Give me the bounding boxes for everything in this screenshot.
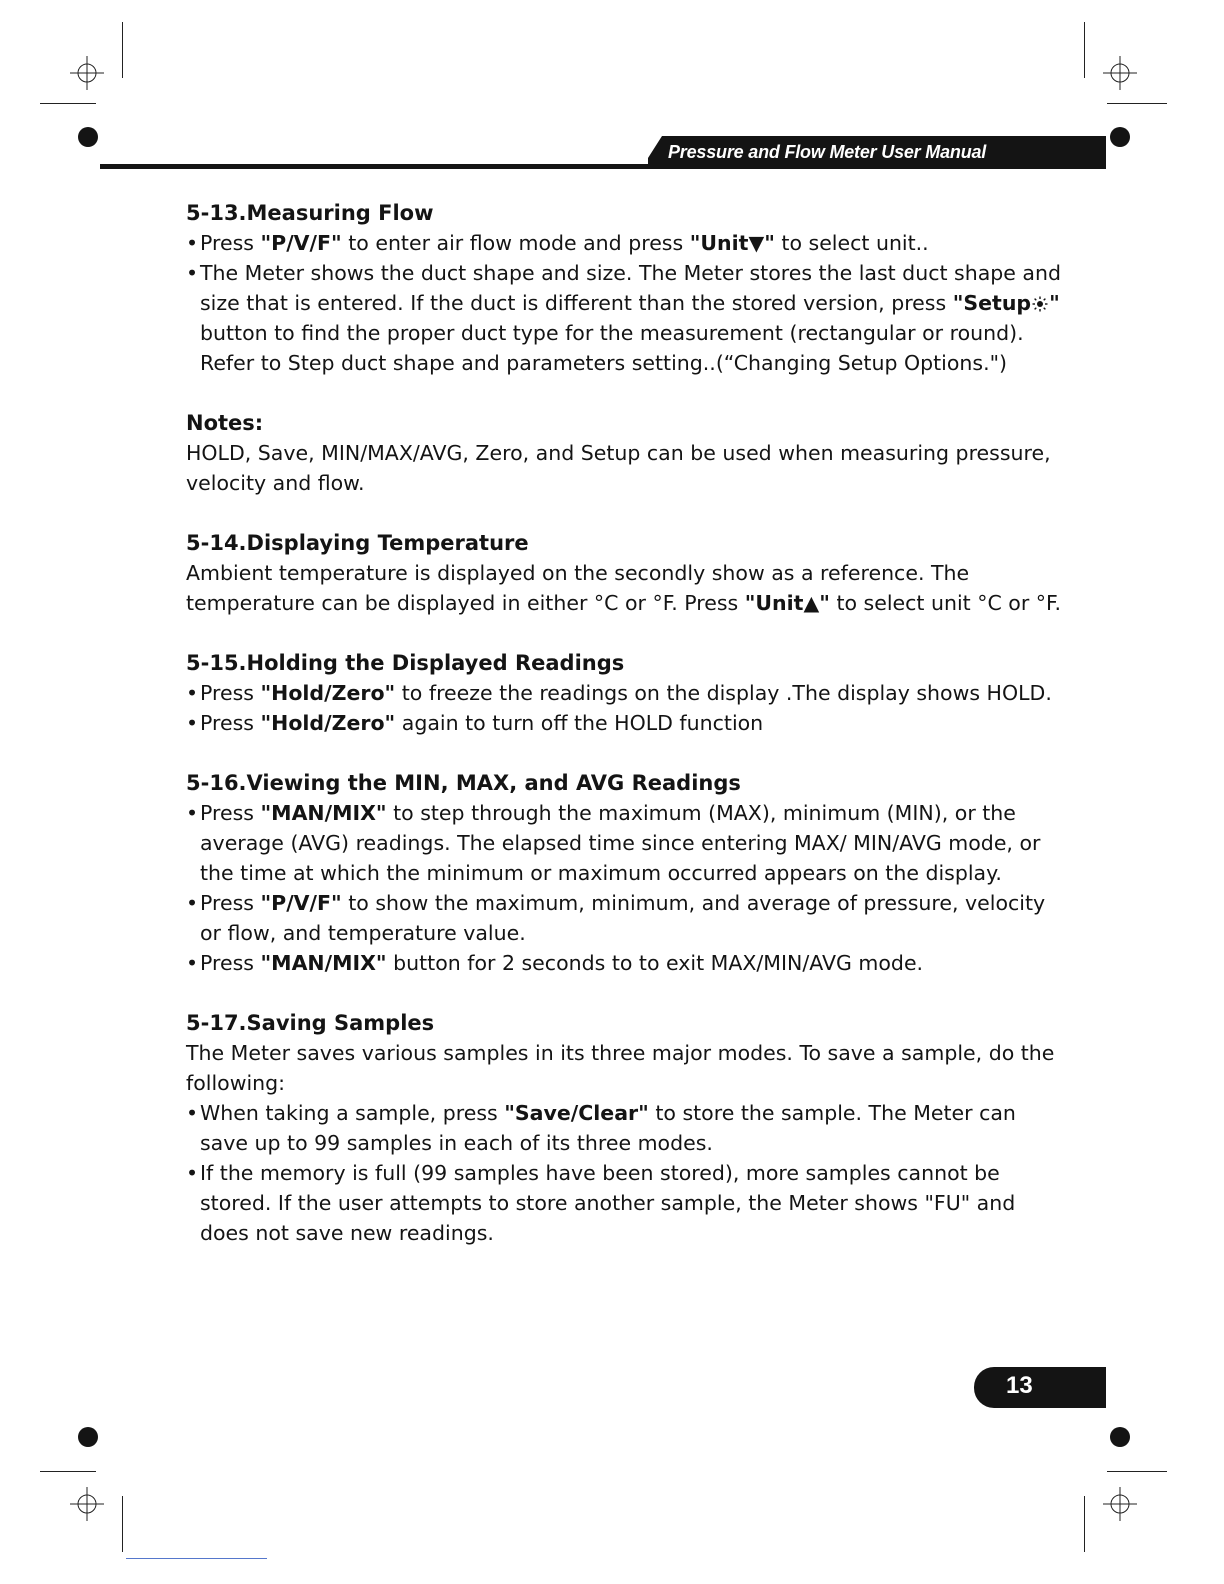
- text: Press: [200, 801, 261, 825]
- text: to step through the maximum (MAX), minimum (MIN), or the average (AVG) readings. The elapsed time since entering MAX/ MIN/AVG mode, or the time at which the minimum or maximum occurred appears on the display.: [200, 801, 1041, 885]
- text: The Meter shows the duct shape and size. The Meter stores the last duct shape and size that is entered. If the duct is different than the stored version, press: [200, 261, 1061, 315]
- text: to store the sample. The Meter can save up to 99 samples in each of its three modes.: [200, 1101, 1016, 1155]
- registration-mark-icon: [70, 56, 104, 90]
- text: Press: [200, 231, 261, 255]
- key-label: "MAN/MIX": [260, 951, 387, 975]
- text: button to find the proper duct type for the measurement (rectangular or round). Refer to Step duct shape and parameters setting..(“Changing Setup Options."): [200, 321, 1024, 375]
- section-min-max-avg: [186, 768, 1066, 978]
- registration-mark-icon: [1103, 56, 1137, 90]
- text: Press: [200, 951, 261, 975]
- text: When taking a sample, press: [200, 1101, 505, 1125]
- list-item: [186, 708, 1066, 738]
- section-heading: 5-16.Viewing the MIN, MAX, and AVG Readings: [186, 771, 741, 795]
- text: Ambient temperature is displayed on the secondly show as a reference. The temperature can be displayed in either °C or °F. Press: [186, 561, 970, 615]
- page-number: 13: [1006, 1372, 1033, 1399]
- key-label: "MAN/MIX": [260, 801, 387, 825]
- crop-mark-line: [40, 103, 96, 104]
- list-item: [186, 258, 1066, 378]
- key-label: "Hold/Zero": [260, 711, 396, 735]
- crop-mark-line: [40, 1471, 96, 1472]
- list-item: [186, 948, 1066, 978]
- section-displaying-temperature: [186, 528, 1066, 618]
- registration-mark-icon: [1103, 1487, 1137, 1521]
- bullet-list: [186, 798, 1066, 978]
- paragraph: HOLD, Save, MIN/MAX/AVG, Zero, and Setup can be used when measuring pressure, velocity and flow.: [186, 441, 1051, 495]
- text: Press: [200, 681, 261, 705]
- key-label: ": [1049, 291, 1060, 315]
- bullet-list: [186, 678, 1066, 738]
- list-item: [186, 1158, 1066, 1248]
- crop-mark-line: [1107, 1471, 1167, 1472]
- key-label: "Setup: [952, 291, 1032, 315]
- list-item: [186, 798, 1066, 888]
- section-heading: 5-15.Holding the Displayed Readings: [186, 651, 625, 675]
- paragraph: [186, 558, 1066, 618]
- page-content: [186, 198, 1066, 1248]
- registration-dot: [1110, 127, 1130, 147]
- text: to select unit..: [774, 231, 929, 255]
- text: to enter air flow mode and press: [341, 231, 690, 255]
- list-item: [186, 1098, 1066, 1158]
- text: button for 2 seconds to to exit MAX/MIN/AVG mode.: [386, 951, 924, 975]
- section-heading: Notes:: [186, 411, 264, 435]
- page-number-tab: [974, 1367, 1106, 1408]
- crop-mark-line: [1084, 22, 1085, 78]
- crop-mark-line: [122, 22, 123, 78]
- bullet-list: [186, 228, 1066, 378]
- text: to freeze the readings on the display .The display shows HOLD.: [395, 681, 1052, 705]
- section-notes: [186, 408, 1066, 498]
- bullet-list: [186, 1098, 1066, 1248]
- key-label: "P/V/F": [260, 891, 342, 915]
- text: If the memory is full (99 samples have been stored), more samples cannot be stored. If the user attempts to store another sample, the Meter shows "FU" and does not save new readings.: [200, 1161, 1016, 1245]
- section-holding-readings: [186, 648, 1066, 738]
- crop-mark-line: [122, 1496, 123, 1552]
- key-label: "Save/Clear": [504, 1101, 649, 1125]
- header-title: Pressure and Flow Meter User Manual: [668, 142, 987, 162]
- text: to show the maximum, minimum, and average of pressure, velocity or flow, and temperature value.: [200, 891, 1046, 945]
- text: Press: [200, 711, 261, 735]
- list-item: [186, 888, 1066, 948]
- list-item: [186, 228, 1066, 258]
- footer-rule: [126, 1558, 267, 1559]
- paragraph: The Meter saves various samples in its three major modes. To save a sample, do the following:: [186, 1041, 1055, 1095]
- list-item: [186, 678, 1066, 708]
- key-label: "P/V/F": [260, 231, 342, 255]
- crop-mark-line: [1107, 103, 1167, 104]
- key-label: "Hold/Zero": [260, 681, 396, 705]
- registration-dot: [1110, 1427, 1130, 1447]
- crop-mark-line: [1084, 1496, 1085, 1552]
- section-measuring-flow: [186, 198, 1066, 378]
- text: to select unit °C or °F.: [829, 591, 1062, 615]
- section-saving-samples: [186, 1008, 1066, 1248]
- text: again to turn off the HOLD function: [395, 711, 764, 735]
- section-heading: 5-14.Displaying Temperature: [186, 531, 529, 555]
- key-label: "Unit▼": [689, 231, 775, 255]
- registration-dot: [78, 1427, 98, 1447]
- registration-mark-icon: [70, 1487, 104, 1521]
- key-label: "Unit▲": [744, 591, 830, 615]
- registration-dot: [78, 127, 98, 147]
- section-heading: 5-13.Measuring Flow: [186, 201, 434, 225]
- text: Press: [200, 891, 261, 915]
- backlight-sun-icon: [1032, 296, 1048, 312]
- section-heading: 5-17.Saving Samples: [186, 1011, 435, 1035]
